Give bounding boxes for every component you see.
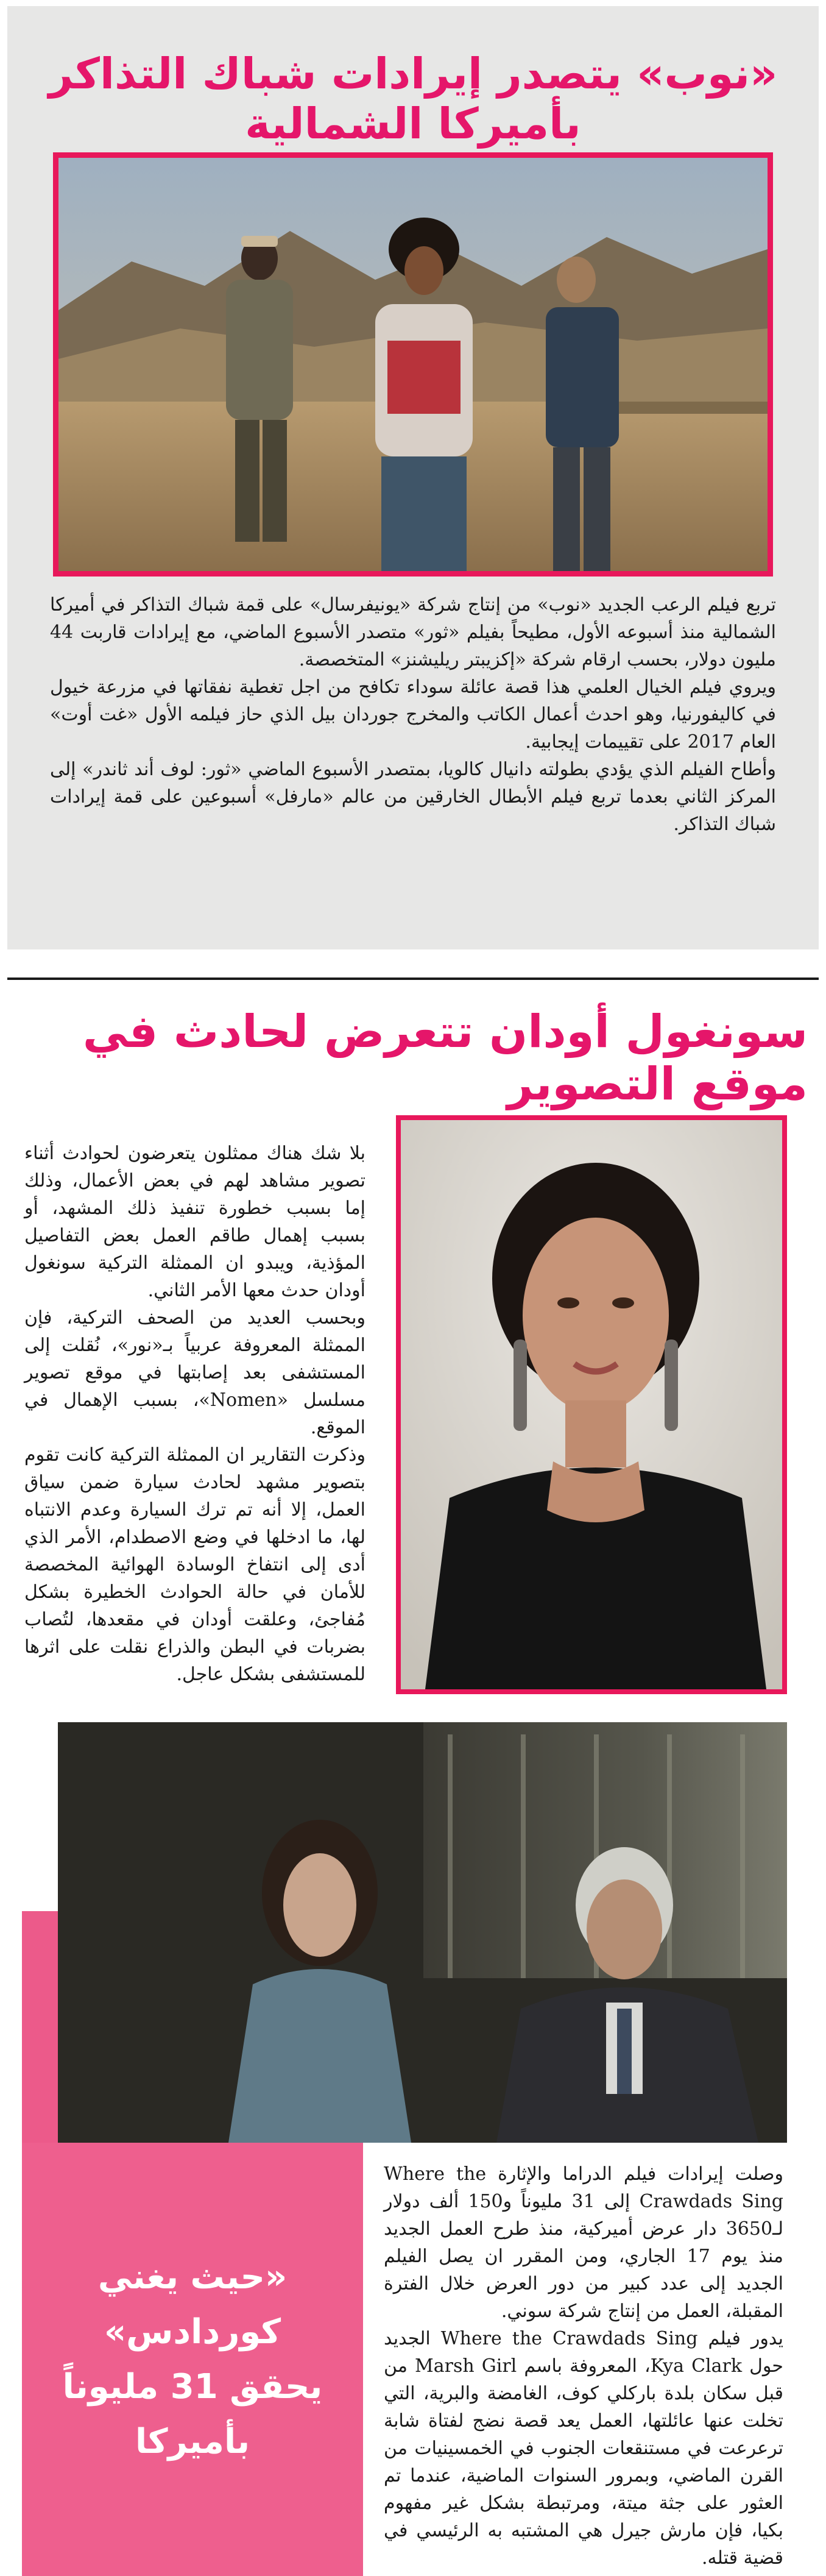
- headline-songul: سونغول أودان تتعرض لحادث في موقع التصوير: [82, 1006, 808, 1110]
- songul-portrait-photo: [396, 1115, 787, 1694]
- article-crawdads-body: [384, 2160, 783, 2572]
- paragraph: وأطاح الفيلم الذي يؤدي بطولته دانيال كالويا، بمتصدر الأسبوع الماضي «ثور: لوف أند ثاندر» إلى المركز الثاني بعدما تربع فيلم الأبطال الخارقين من عالم «مارفل» أسبوعين على قمة إيرادات شباك التذاكر.: [50, 759, 776, 835]
- paragraph: تربع فيلم الرعب الجديد «نوب» من إنتاج شركة «يونيفرسال» على قمة شباك التذاكر في أميركا الشمالية منذ أسبوعه الأول، مطيحاً بفيلم «ثور» متصدر الأسبوع الماضي، مع إيرادات قاربت 44 مليون دولار، بحسب ارقام شركة «إكزيبتر ريليشنز» المتخصصة.: [50, 594, 776, 670]
- desert-scene-image: [58, 158, 768, 571]
- crawdads-headline-panel: [22, 2143, 363, 2576]
- courtroom-scene-image: [58, 1722, 787, 2143]
- paragraph: يدور فيلم Where the Crawdads Sing الجديد حول Kya Clark، المعروفة باسم Marsh Girl من قبل سكان بلدة باركلي كوف، الغامضة والبرية، التي تخلت عنها عائلتها، العمل يعد قصة نضج لفتاة شابة ترعرعت في مستنقعات الجنوب في الخمسينيات من القرن الماضي، وبمرور السنوات الماضية، عندما تم العثور على جثة ميتة، ومرتبطة بشكل غير مفهوم بكيا، فإن مارش جيرل هي المشتبه به الرئيسي في قضية قتله.: [384, 2328, 783, 2569]
- paragraph: وذكرت التقارير ان الممثلة التركية كانت تقوم بتصوير مشهد لحادث سيارة ضمن سياق العمل، إلا أنه تم ترك السيارة وعدم الانتباه لها، ما ادخلها في وضع الاصطدام، الأمر الذي أدى إلى انتفاخ الوسادة الهوائية المخصصة للأمان في حالة الحوادث الخطيرة بشكل مُفاجئ، وعلقت أودان في مقعدها، لتُصاب بضربات في البطن والذراع نقلت على اثرها للمستشفى بشكل عاجل.: [24, 1444, 365, 1685]
- headline-crawdads-line1: «حيث يغني كوردادس»: [97, 2257, 288, 2352]
- paragraph: بلا شك هناك ممثلون يتعرضون لحوادث أثناء تصوير مشاهد لهم في بعض الأعمال، وذلك إما بسبب خطورة تنفيذ ذلك المشهد، أو بسبب إهمال طاقم العمل بعض التفاصيل المؤذية، ويبدو ان الممثلة التركية سونغول أودان حدث معها الأمر الثاني.: [24, 1143, 365, 1301]
- portrait-image: [401, 1120, 782, 1689]
- article-nope: [7, 6, 819, 949]
- paragraph: وبحسب العديد من الصحف التركية، فإن الممثلة المعروفة عربياً بـ«نور»، نُقلت إلى المستشفى بعد إصابتها في موقع تصوير مسلسل «Nomen»، بسبب الإهمال في الموقع.: [24, 1307, 365, 1438]
- section-divider: [7, 978, 819, 980]
- nope-film-photo: [53, 152, 773, 577]
- paragraph: وصلت إيرادات فيلم الدراما والإثارة Where the Crawdads Sing إلى 31 مليوناً و150 ألف دولار لـ3650 دار عرض أميركية، منذ طرح العمل الجديد منذ يوم 17 الجاري، ومن المقرر ان يصل الفيلم الجديد إلى عدد كبير من دور العرض خلال الفترة المقبلة، العمل من إنتاج شركة سوني.: [384, 2163, 783, 2322]
- paragraph: ويروي فيلم الخيال العلمي هذا قصة عائلة سوداء تكافح من اجل تغطية نفقاتها في مزرعة خيول في كاليفورنيا، وهو احدث أعمال الكاتب والمخرج جوردان بيل الذي حاز فيلمه الأول «غت أوت» العام 2017 على تقييمات إيجابية.: [50, 676, 777, 753]
- headline-nope: «نوب» يتصدر إيرادات شباك التذاكر بأميركا الشمالية: [48, 49, 778, 149]
- headline-crawdads-line2: يحقق 31 مليوناً: [62, 2366, 323, 2407]
- crawdads-film-photo: [58, 1722, 787, 2143]
- article-songul-body: [24, 1140, 365, 1688]
- headline-crawdads-line3: بأميركا: [135, 2421, 250, 2461]
- article-nope-body: [50, 591, 776, 838]
